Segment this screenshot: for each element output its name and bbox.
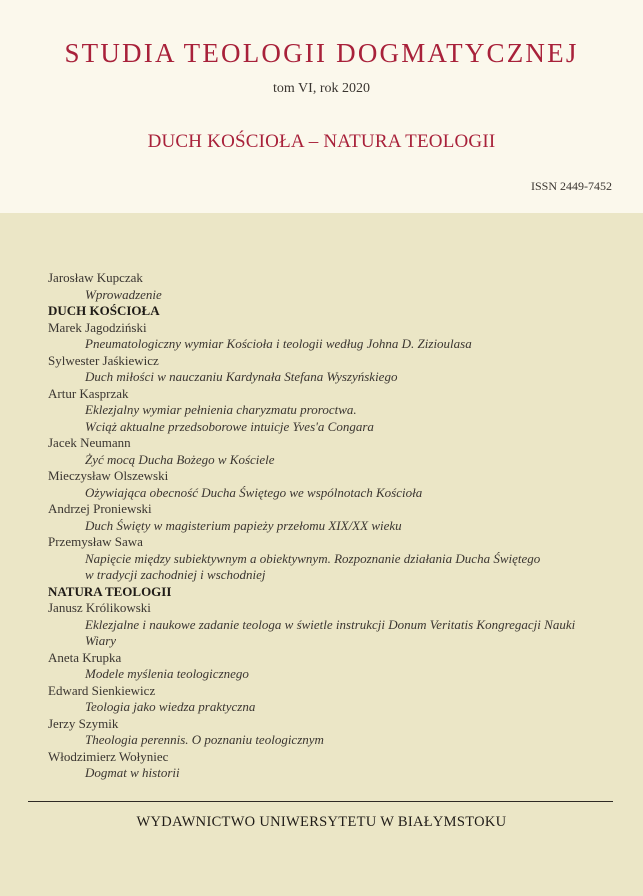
toc-entry <box>48 468 608 501</box>
toc-entry <box>48 386 608 436</box>
entry-author: Jacek Neumann <box>48 435 131 450</box>
entry-author: Jarosław Kupczak <box>48 270 143 285</box>
entry-title: Napięcie między subiektywnym a obiektywnym. Rozpoznanie działania Ducha Świętego <box>85 550 541 566</box>
toc-entry <box>48 600 608 650</box>
toc-entry <box>48 501 608 534</box>
entry-author: Janusz Królikowski <box>48 600 151 615</box>
table-of-contents <box>48 270 608 782</box>
entry-title: w tradycji zachodniej i wschodniej <box>85 567 266 582</box>
entry-author: Jerzy Szymik <box>48 715 119 731</box>
toc-entry <box>48 353 608 386</box>
toc-entry <box>48 435 608 468</box>
journal-title: STUDIA TEOLOGII DOGMATYCZNEJ <box>64 38 579 68</box>
entry-author: Sylwester Jaśkiewicz <box>48 352 159 368</box>
cover-header <box>0 0 643 213</box>
issn: ISSN 2449-7452 <box>530 179 612 193</box>
entry-title: Theologia perennis. O poznaniu teologicznym <box>85 732 324 747</box>
entry-title: Modele myślenia teologicznego <box>85 666 249 681</box>
entry-title: Eklezjalne i naukowe zadanie teologa w świetle instrukcji Donum Veritatis Kongregacji Nauki <box>85 616 576 632</box>
entry-author: Andrzej Proniewski <box>48 501 152 516</box>
issue-theme: DUCH KOŚCIOŁA – NATURA TEOLOGII <box>147 131 496 152</box>
entry-title: Żyć mocą Ducha Bożego w Kościele <box>85 451 275 467</box>
toc-entry <box>48 534 608 584</box>
publisher: WYDAWNICTWO UNIWERSYTETU W BIAŁYMSTOKU <box>136 814 507 830</box>
divider <box>28 801 613 802</box>
entry-author: Przemysław Sawa <box>48 534 143 549</box>
volume-info: tom VI, rok 2020 <box>273 81 370 96</box>
entry-title: Pneumatologiczny wymiar Kościoła i teologii według Johna D. Zizioulasa <box>85 336 472 351</box>
entry-title: Dogmat w historii <box>85 765 180 780</box>
section-heading: DUCH KOŚCIOŁA <box>48 303 160 318</box>
entry-title: Wprowadzenie <box>85 286 162 302</box>
toc-entry <box>48 270 608 303</box>
entry-title: Duch Święty w magisterium papieży przełomu XIX/XX wieku <box>85 517 402 533</box>
entry-author: Włodzimierz Wołyniec <box>48 748 169 764</box>
entry-author: Aneta Krupka <box>48 649 122 665</box>
entry-title: Eklezjalny wymiar pełnienia charyzmatu proroctwa. <box>85 402 357 417</box>
entry-author: Edward Sienkiewicz <box>48 682 156 698</box>
section-heading: NATURA TEOLOGII <box>48 583 172 599</box>
toc-entry <box>48 650 608 683</box>
toc-entry <box>48 320 608 353</box>
entry-title: Ożywiająca obecność Ducha Świętego we wspólnotach Kościoła <box>85 484 423 500</box>
toc-entry <box>48 716 608 749</box>
entry-author: Artur Kasprzak <box>48 385 129 401</box>
entry-title: Wciąż aktualne przedsoborowe intuicje Yves'a Congara <box>85 418 374 434</box>
toc-entry <box>48 749 608 782</box>
entry-title: Teologia jako wiedza praktyczna <box>85 699 256 714</box>
toc-entry <box>48 683 608 716</box>
entry-title: Wiary <box>85 633 117 648</box>
entry-title: Duch miłości w nauczaniu Kardynała Stefana Wyszyńskiego <box>85 369 398 384</box>
entry-author: Marek Jagodziński <box>48 319 147 335</box>
entry-author: Mieczysław Olszewski <box>48 468 169 483</box>
